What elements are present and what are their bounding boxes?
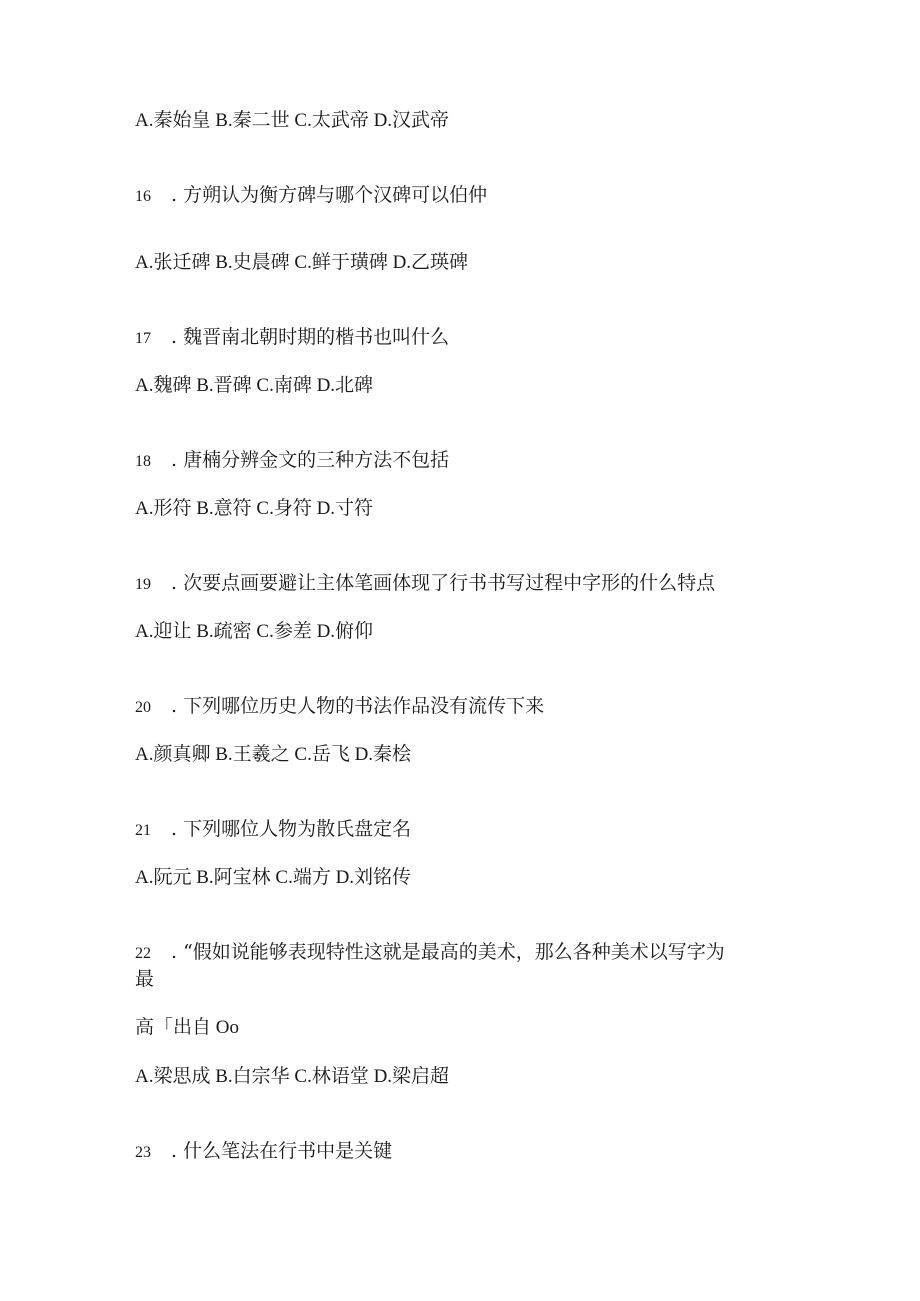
question-text: . “假如说能够表现特性这就是最高的美术，那么各种美术以写字为 <box>171 941 725 963</box>
options-22: A.梁思成 B.白宗华 C.林语堂 D.梁启超 <box>135 1066 450 1087</box>
question-number: 23 <box>135 1144 151 1161</box>
question-22-continuation: 最 <box>135 968 155 990</box>
options-17: A.魏碑 B.晋碑 C.南碑 D.北碑 <box>135 375 374 396</box>
question-text: . 唐楠分辨金文的三种方法不包括 <box>171 449 450 471</box>
question-text: . 方朔认为衡方碑与哪个汉碑可以伯仲 <box>171 184 488 206</box>
question-number: 17 <box>135 330 151 347</box>
question-text: . 下列哪位历史人物的书法作品没有流传下来 <box>171 695 545 717</box>
question-number: 19 <box>135 576 151 593</box>
question-number: 16 <box>135 188 151 205</box>
options-20: A.颜真卿 B.王羲之 C.岳飞 D.秦桧 <box>135 744 412 765</box>
question-18 <box>135 447 449 475</box>
options-21: A.阮元 B.阿宝林 C.端方 D.刘铭传 <box>135 867 412 888</box>
question-number: 20 <box>135 699 151 716</box>
question-19 <box>135 570 715 598</box>
question-23 <box>135 1138 392 1166</box>
options-16: A.张迁碑 B.史晨碑 C.鲜于璜碑 D.乙瑛碑 <box>135 252 469 273</box>
question-text: . 下列哪位人物为散氏盘定名 <box>171 818 412 840</box>
question-text: . 什么笔法在行书中是关键 <box>171 1140 393 1162</box>
question-22 <box>135 939 725 967</box>
question-number: 18 <box>135 453 151 470</box>
options-15: A.秦始皇 B.秦二世 C.太武帝 D.汉武帝 <box>135 110 450 131</box>
options-19: A.迎让 B.疏密 C.参差 D.俯仰 <box>135 621 374 642</box>
question-text: . 魏晋南北朝时期的楷书也叫什么 <box>171 326 450 348</box>
question-text: . 次要点画要避让主体笔画体现了行书书写过程中字形的什么特点 <box>171 572 716 594</box>
options-18: A.形符 B.意符 C.身符 D.寸符 <box>135 498 374 519</box>
question-20 <box>135 693 544 721</box>
question-number: 22 <box>135 945 151 962</box>
question-21 <box>135 816 411 844</box>
question-16 <box>135 182 487 210</box>
question-22-source-line: 高「出自 Oo <box>135 1017 239 1038</box>
question-number: 21 <box>135 822 151 839</box>
question-17 <box>135 324 449 352</box>
